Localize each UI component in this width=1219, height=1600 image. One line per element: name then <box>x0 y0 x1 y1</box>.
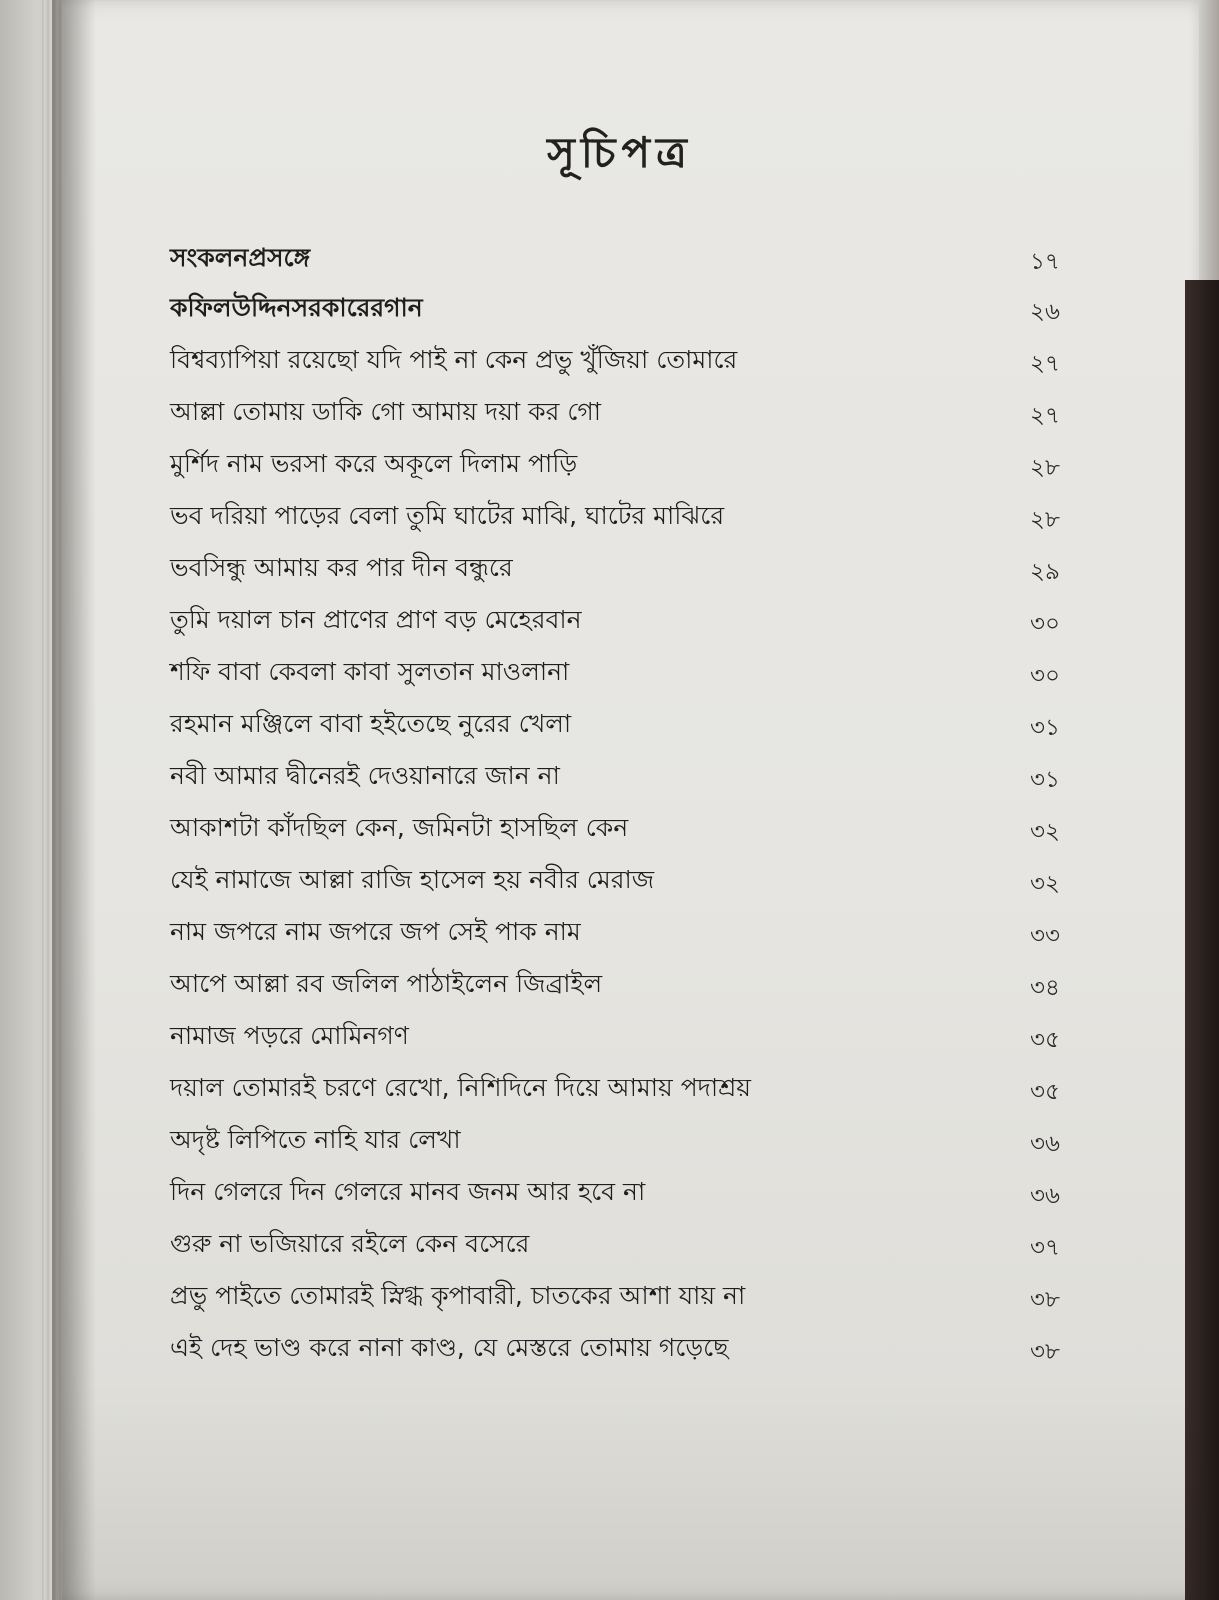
toc-entry-page: ৩২ <box>1030 871 1060 897</box>
toc-entry-title: গুরু না ভজিয়ারে রইলে কেন বসেরে <box>170 1229 530 1258</box>
toc-entry <box>170 912 1130 956</box>
toc-entry <box>170 238 1130 282</box>
toc-entry-page: ২৬ <box>1030 299 1060 325</box>
toc-entry-page: ২৮ <box>1030 507 1060 533</box>
toc-entry <box>170 288 1130 332</box>
toc-entry-page: ৩৫ <box>1030 1079 1060 1105</box>
toc-entry <box>170 1120 1130 1164</box>
toc-entry-title: আকাশটা কাঁদছিল কেন, জমিনটা হাসছিল কেন <box>170 813 629 842</box>
toc-entry-title: ভব দরিয়া পাড়ের বেলা তুমি ঘাটের মাঝি, ঘাটের মাঝিরে <box>170 501 725 530</box>
toc-entry <box>170 444 1130 488</box>
toc-entry-page: ৩১ <box>1030 715 1060 741</box>
toc-entry-title: রহমান মঞ্জিলে বাবা হইতেছে নুরের খেলা <box>170 709 572 738</box>
toc-entry-title: এই দেহ ভাণ্ড করে নানা কাণ্ড, যে মেস্তরে তোমায় গড়েছে <box>170 1333 729 1362</box>
toc-entry-page: ৩৮ <box>1030 1339 1060 1365</box>
toc-entry-title: নাম জপরে নাম জপরে জপ সেই পাক নাম <box>170 917 581 946</box>
toc-entry-page: ২৭ <box>1030 403 1060 429</box>
toc-entry-title: আল্লা তোমায় ডাকি গো আমায় দয়া কর গো <box>170 397 602 426</box>
toc-entry <box>170 704 1130 748</box>
toc-entry <box>170 1224 1130 1268</box>
toc-entry <box>170 808 1130 852</box>
toc-entry-title: দিন গেলরে দিন গেলরে মানব জনম আর হবে না <box>170 1177 646 1206</box>
toc-entry-title: আপে আল্লা রব জলিল পাঠাইলেন জিব্রাইল <box>170 969 603 998</box>
toc-entry <box>170 548 1130 592</box>
toc-entry <box>170 496 1130 540</box>
toc-entry-title: নামাজ পড়রে মোমিনগণ <box>170 1021 409 1050</box>
toc-entry <box>170 652 1130 696</box>
toc-entry <box>170 1068 1130 1112</box>
toc-entry-page: ৩৩ <box>1030 923 1060 949</box>
toc-entry-page: ৩৬ <box>1030 1183 1060 1209</box>
toc-entry-page: ৩১ <box>1030 767 1060 793</box>
toc-entry-page: ৩৪ <box>1030 975 1060 1001</box>
toc-entry <box>170 756 1130 800</box>
toc-entry-title: অদৃষ্ট লিপিতে নাহি যার লেখা <box>170 1125 461 1154</box>
toc-entry-page: ৩০ <box>1030 663 1060 689</box>
toc-entry-page: ৩৫ <box>1030 1027 1060 1053</box>
toc-entry <box>170 860 1130 904</box>
toc-entry-page: ২৭ <box>1030 351 1060 377</box>
toc-entry-title: যেই নামাজে আল্লা রাজি হাসেল হয় নবীর মেরাজ <box>170 865 655 894</box>
toc-entry-title: প্রভু পাইতে তোমারই স্নিগ্ধ কৃপাবারী, চাতকের আশা যায় না <box>170 1281 746 1310</box>
toc-entry-title: নবী আমার দ্বীনেরই দেওয়ানারে জান না <box>170 761 560 790</box>
toc-entry-title: সংকলনপ্রসঙ্গে <box>170 243 311 272</box>
toc-entry-title: শফি বাবা কেবলা কাবা সুলতান মাওলানা <box>170 657 570 686</box>
toc-entry-title: বিশ্বব্যাপিয়া রয়েছো যদি পাই না কেন প্রভু খুঁজিয়া তোমারে <box>170 345 738 374</box>
toc-entry <box>170 1276 1130 1320</box>
toc-entry <box>170 1172 1130 1216</box>
toc-entry-title: ভবসিন্ধু আমায় কর পার দীন বন্ধুরে <box>170 553 513 582</box>
toc-entry-title: দয়াল তোমারই চরণে রেখো, নিশিদিনে দিয়ে আমায় পদাশ্রয় <box>170 1073 751 1102</box>
toc-entry <box>170 340 1130 384</box>
toc-entry <box>170 392 1130 436</box>
toc-entry-page: ২৯ <box>1030 559 1060 585</box>
toc-entry <box>170 1328 1130 1372</box>
toc-entry-title: তুমি দয়াল চান প্রাণের প্রাণ বড় মেহেরবান <box>170 605 582 634</box>
toc-entry-page: ১৭ <box>1030 249 1060 275</box>
toc-entry-page: ৩৬ <box>1030 1131 1060 1157</box>
toc-entry-page: ৩৭ <box>1030 1235 1060 1261</box>
page-title: সূচিপত্র <box>547 128 693 177</box>
toc-entry-page: ৩০ <box>1030 611 1060 637</box>
toc-entry-title: মুর্শিদ নাম ভরসা করে অকূলে দিলাম পাড়ি <box>170 449 578 478</box>
toc-entry-page: ২৮ <box>1030 455 1060 481</box>
toc-entry <box>170 1016 1130 1060</box>
toc-entry <box>170 964 1130 1008</box>
toc-entry-title: কফিলউদ্দিনসরকারেরগান <box>170 293 423 322</box>
toc-entry <box>170 600 1130 644</box>
toc-entry-page: ৩২ <box>1030 819 1060 845</box>
toc-entry-page: ৩৮ <box>1030 1287 1060 1313</box>
